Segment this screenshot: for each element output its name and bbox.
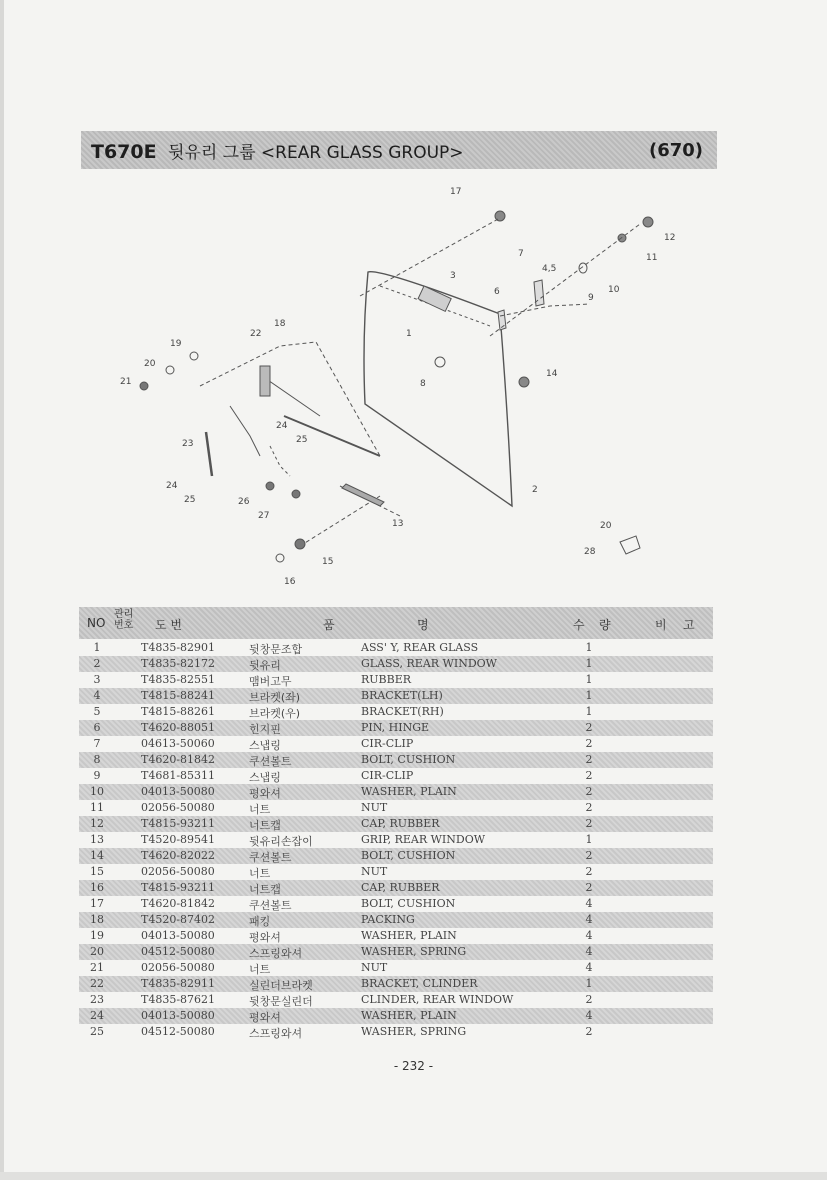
svg-text:4,5: 4,5 [542, 264, 557, 274]
svg-text:9: 9 [588, 293, 594, 303]
part-number: T4681-85311 [141, 769, 216, 782]
english-name: GRIP, REAR WINDOW [361, 833, 486, 846]
row-number: 22 [90, 977, 104, 990]
quantity: 1 [585, 673, 593, 686]
part-number: 02056-50080 [141, 961, 215, 974]
korean-name: 실린더브라켓 [249, 979, 313, 992]
english-name: BRACKET(LH) [361, 689, 443, 702]
english-name: CIR-CLIP [361, 769, 414, 782]
header-qty-left: 수 [573, 618, 585, 632]
header-no: NO [87, 616, 106, 630]
row-number: 8 [93, 753, 101, 766]
korean-name: 너트 [249, 867, 271, 880]
quantity: 2 [585, 1025, 593, 1038]
korean-name: 뒷창문실린더 [249, 995, 313, 1008]
part-number: T4620-88051 [141, 721, 216, 734]
svg-text:22: 22 [250, 329, 262, 339]
svg-text:24: 24 [166, 481, 178, 491]
quantity: 2 [585, 785, 593, 798]
svg-text:14: 14 [546, 369, 558, 379]
header-name-right: 명 [417, 618, 429, 632]
diagram-callouts [120, 187, 675, 587]
grip-part [342, 484, 384, 506]
part-number: 04013-50080 [141, 929, 215, 942]
korean-name: 브라켓(좌) [249, 691, 301, 704]
svg-text:7: 7 [518, 249, 524, 259]
english-name: PACKING [361, 913, 415, 926]
svg-text:20: 20 [144, 359, 156, 369]
quantity: 2 [585, 881, 593, 894]
svg-text:19: 19 [170, 339, 182, 349]
svg-text:21: 21 [120, 377, 132, 387]
part-number: T4835-87621 [141, 993, 216, 1006]
quantity: 4 [585, 961, 593, 974]
part-number: T4815-88261 [141, 705, 216, 718]
table-row [79, 864, 713, 880]
quantity: 2 [585, 769, 593, 782]
english-name: RUBBER [361, 673, 412, 686]
korean-name: 너트 [249, 803, 271, 816]
row-number: 24 [90, 1009, 104, 1022]
quantity: 4 [585, 1009, 593, 1022]
table-row [79, 800, 713, 816]
english-name: WASHER, PLAIN [361, 929, 457, 942]
header-qty-right: 량 [599, 618, 611, 632]
english-name: ASS' Y, REAR GLASS [361, 641, 479, 654]
quantity: 4 [585, 945, 593, 958]
table-row [79, 752, 713, 768]
english-name: CLINDER, REAR WINDOW [361, 993, 514, 1006]
english-name: CAP, RUBBER [361, 881, 440, 894]
row-number: 6 [93, 721, 101, 734]
part-number: T4835-82911 [141, 977, 216, 990]
english-name: WASHER, SPRING [361, 1025, 467, 1038]
english-name: CAP, RUBBER [361, 817, 440, 830]
quantity: 1 [585, 705, 593, 718]
table-row [79, 1008, 713, 1024]
quantity: 1 [585, 689, 593, 702]
quantity: 4 [585, 913, 593, 926]
table-row [79, 784, 713, 800]
korean-name: 힌지핀 [249, 723, 281, 736]
table-row [79, 992, 713, 1008]
nut-cap-part [643, 217, 653, 227]
part-number: T4815-93211 [141, 881, 216, 894]
page-title [91, 138, 464, 163]
english-name: WASHER, PLAIN [361, 785, 457, 798]
row-number: 2 [93, 657, 101, 670]
korean-name: 뒷창문조합 [249, 643, 303, 656]
quantity: 2 [585, 993, 593, 1006]
korean-name: 브라켓(우) [249, 707, 301, 720]
row-number: 18 [90, 913, 104, 926]
svg-text:20: 20 [600, 521, 612, 531]
korean-name: 너트캡 [249, 819, 281, 832]
part-number: T4520-87402 [141, 913, 216, 926]
svg-text:23: 23 [182, 439, 194, 449]
table-row [79, 640, 713, 656]
svg-text:27: 27 [258, 511, 270, 521]
korean-name: 평와셔 [249, 787, 281, 800]
svg-text:26: 26 [238, 497, 250, 507]
svg-text:1: 1 [406, 329, 412, 339]
part-number: 04013-50080 [141, 785, 215, 798]
svg-text:28: 28 [584, 547, 596, 557]
table-row [79, 704, 713, 720]
table-row [79, 816, 713, 832]
section-title-bar [81, 131, 717, 169]
exploded-parts-diagram [80, 176, 720, 596]
korean-name: 평와셔 [249, 931, 281, 944]
quantity: 2 [585, 721, 593, 734]
cylinder-bracket-part [260, 366, 270, 396]
row-number: 3 [93, 673, 101, 686]
korean-name: 너트 [249, 963, 271, 976]
quantity: 1 [585, 977, 593, 990]
part-number: T4815-88241 [141, 689, 216, 702]
korean-name: 패킹 [249, 915, 271, 928]
korean-name: 스냅링 [249, 739, 281, 752]
english-name: NUT [361, 801, 388, 814]
korean-name: 평와셔 [249, 1011, 281, 1024]
part-number: T4835-82901 [141, 641, 216, 654]
row-number: 7 [93, 737, 101, 750]
korean-name: 쿠션볼트 [249, 851, 292, 864]
quantity: 2 [585, 817, 593, 830]
svg-text:8: 8 [420, 379, 426, 389]
parts-table-body [79, 640, 713, 1040]
svg-text:25: 25 [184, 495, 196, 505]
row-number: 9 [93, 769, 101, 782]
part-number: 04013-50080 [141, 1009, 215, 1022]
korean-name: 쿠션볼트 [249, 899, 292, 912]
bottom-right-bracket-part [620, 536, 640, 554]
header-name-left: 품 [323, 618, 335, 632]
row-number: 4 [93, 689, 101, 702]
page-edge [0, 0, 4, 1180]
quantity: 4 [585, 897, 593, 910]
svg-text:16: 16 [284, 577, 296, 587]
table-row [79, 832, 713, 848]
english-name: NUT [361, 865, 388, 878]
row-number: 10 [90, 785, 104, 798]
korean-name: 쿠션볼트 [249, 755, 292, 768]
table-row [79, 848, 713, 864]
parts-table-header [79, 607, 713, 639]
header-remark-right: 고 [683, 618, 695, 632]
svg-text:6: 6 [494, 287, 500, 297]
english-name: WASHER, PLAIN [361, 1009, 457, 1022]
svg-text:2: 2 [532, 485, 538, 495]
header-part-number: 도 번 [155, 618, 182, 632]
quantity: 4 [585, 929, 593, 942]
quantity: 2 [585, 849, 593, 862]
svg-text:15: 15 [322, 557, 334, 567]
svg-text:24: 24 [276, 421, 288, 431]
table-row [79, 1024, 713, 1040]
part-number: T4835-82551 [141, 673, 216, 686]
quantity: 2 [585, 737, 593, 750]
row-number: 20 [90, 945, 104, 958]
row-number: 12 [90, 817, 104, 830]
english-name: BOLT, CUSHION [361, 849, 456, 862]
svg-text:11: 11 [646, 253, 658, 263]
part-number: 02056-50080 [141, 801, 215, 814]
quantity: 1 [585, 657, 593, 670]
korean-name: 스냅링 [249, 771, 281, 784]
page-bottom-edge [0, 1172, 827, 1180]
korean-name: 맴버고무 [249, 675, 292, 688]
svg-text:10: 10 [608, 285, 620, 295]
korean-name: 뒷유리 [249, 659, 281, 672]
svg-text:12: 12 [664, 233, 676, 243]
table-row [79, 944, 713, 960]
english-name: BRACKET(RH) [361, 705, 444, 718]
header-remark-left: 비 [655, 618, 667, 632]
cylinder-part [206, 432, 212, 476]
table-row [79, 896, 713, 912]
row-number: 25 [90, 1025, 104, 1038]
header-management-top: 관리 [114, 609, 134, 620]
korean-name: 너트캡 [249, 883, 281, 896]
svg-text:13: 13 [392, 519, 404, 529]
part-number: 04512-50080 [141, 945, 215, 958]
table-row [79, 672, 713, 688]
table-row [79, 720, 713, 736]
part-number: T4620-81842 [141, 753, 216, 766]
english-name: BOLT, CUSHION [361, 897, 456, 910]
row-number: 14 [90, 849, 104, 862]
table-row [79, 976, 713, 992]
row-number: 19 [90, 929, 104, 942]
table-row [79, 688, 713, 704]
table-row [79, 928, 713, 944]
row-number: 23 [90, 993, 104, 1006]
group-title: 뒷유리 그룹 <REAR GLASS GROUP> [168, 142, 464, 163]
svg-text:18: 18 [274, 319, 286, 329]
table-row [79, 768, 713, 784]
table-row [79, 736, 713, 752]
row-number: 17 [90, 897, 104, 910]
quantity: 1 [585, 833, 593, 846]
svg-text:17: 17 [450, 187, 462, 197]
table-row [79, 960, 713, 976]
svg-text:3: 3 [450, 271, 456, 281]
quantity: 2 [585, 753, 593, 766]
part-number: T4620-82022 [141, 849, 216, 862]
korean-name: 뒷유리손잡이 [249, 835, 313, 848]
row-number: 5 [93, 705, 101, 718]
row-number: 15 [90, 865, 104, 878]
english-name: WASHER, SPRING [361, 945, 467, 958]
table-row [79, 656, 713, 672]
group-code: (670) [648, 139, 703, 161]
row-number: 16 [90, 881, 104, 894]
part-number: 04512-50080 [141, 1025, 215, 1038]
english-name: GLASS, REAR WINDOW [361, 657, 497, 670]
part-number: 02056-50080 [141, 865, 215, 878]
english-name: NUT [361, 961, 388, 974]
row-number: 11 [90, 801, 104, 814]
quantity: 1 [585, 641, 593, 654]
row-number: 21 [90, 961, 104, 974]
korean-name: 스프링와셔 [249, 947, 303, 960]
quantity: 2 [585, 865, 593, 878]
part-number: 04613-50060 [141, 737, 215, 750]
model-code: T670E [91, 140, 157, 163]
english-name: BOLT, CUSHION [361, 753, 456, 766]
page-number: - 232 - [393, 1059, 434, 1073]
english-name: CIR-CLIP [361, 737, 414, 750]
part-number: T4815-93211 [141, 817, 216, 830]
part-number: T4520-89541 [141, 833, 216, 846]
part-number: T4835-82172 [141, 657, 216, 670]
english-name: PIN, HINGE [361, 721, 430, 734]
row-number: 1 [93, 641, 101, 654]
english-name: BRACKET, CLINDER [361, 977, 478, 990]
korean-name: 스프링와셔 [249, 1027, 303, 1040]
header-management-number [114, 609, 133, 631]
table-row [79, 880, 713, 896]
part-number: T4620-81842 [141, 897, 216, 910]
row-number: 13 [90, 833, 104, 846]
quantity: 2 [585, 801, 593, 814]
header-management-bottom: 번호 [114, 620, 134, 631]
table-row [79, 912, 713, 928]
svg-text:25: 25 [296, 435, 308, 445]
